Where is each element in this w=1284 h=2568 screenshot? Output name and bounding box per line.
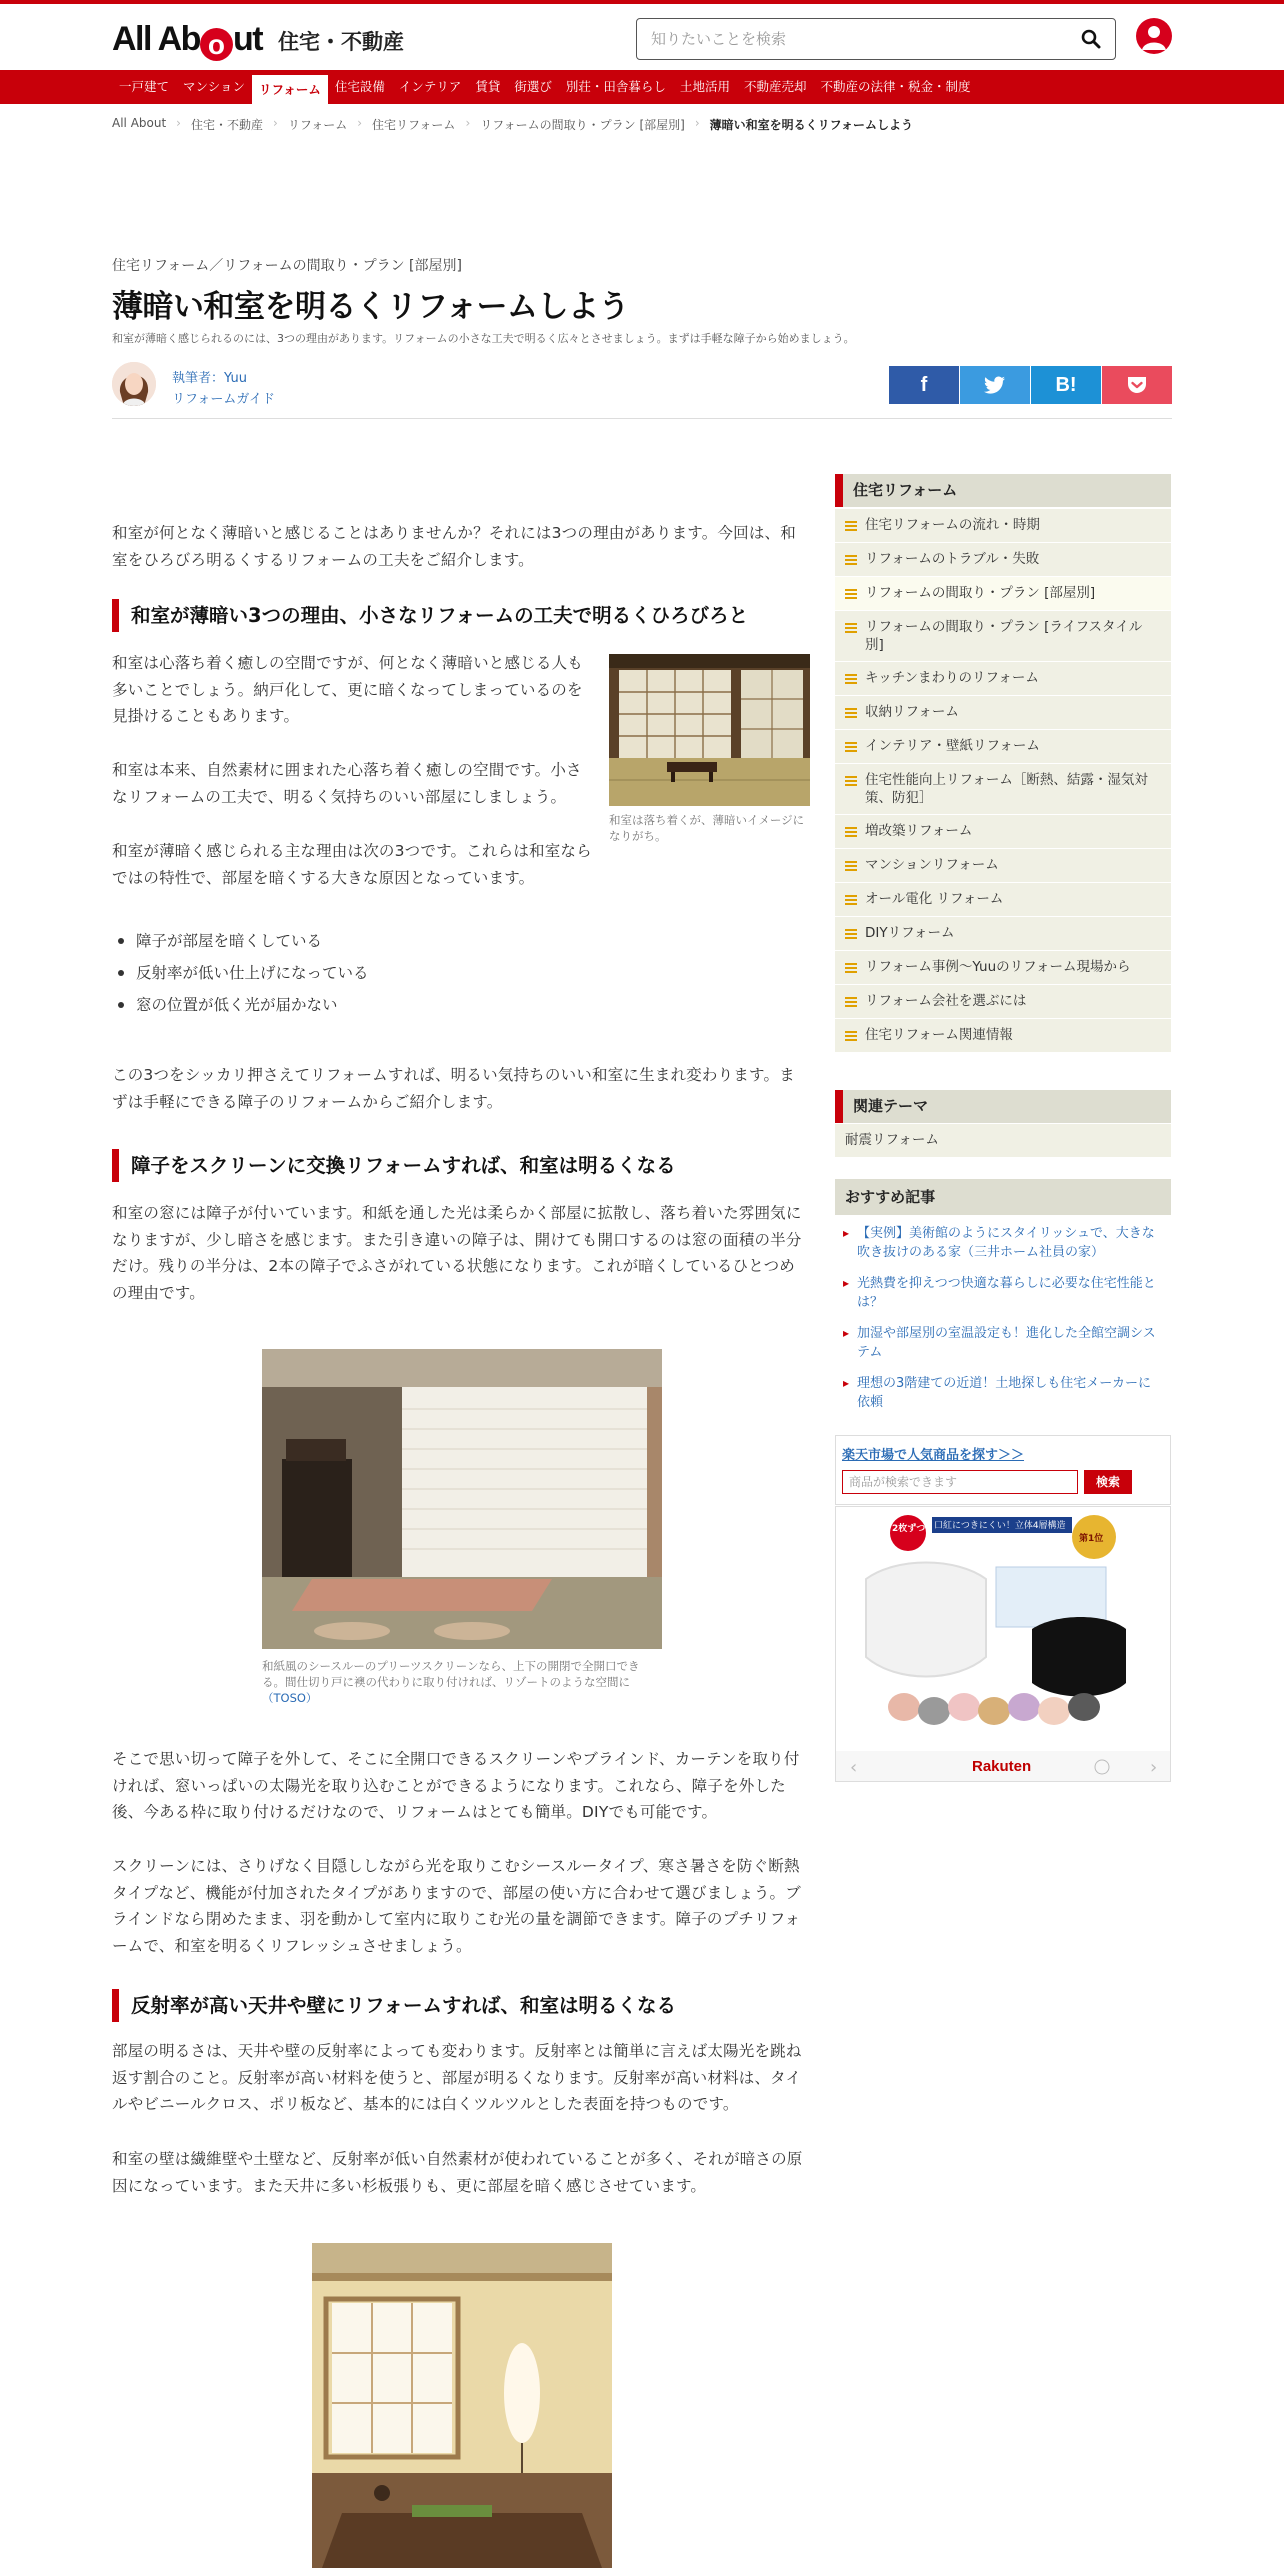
page-title: 薄暗い和室を明るくリフォームしよう — [112, 289, 629, 325]
sidebar-item-label: DIYリフォーム — [865, 925, 955, 941]
breadcrumb-link[interactable]: All About — [112, 116, 167, 130]
rakuten-logo: Rakuten — [972, 1758, 1032, 1775]
sidebar-item-label: リフォームの間取り・プラン [ライフスタイル別] — [865, 619, 1143, 653]
sidebar-item-label: 収納リフォーム — [865, 704, 959, 720]
sidebar-item[interactable] — [835, 882, 1171, 916]
article-lead: 和室が薄暗く感じられるのには、3つの理由があります。リフォームの小さな工夫で明るく広々とさせましょう。まずは手軽な障子から始めましょう。 — [112, 332, 855, 345]
list-item: 反射率が低い仕上げになっている — [112, 957, 596, 989]
author-role[interactable]: リフォームガイド — [172, 392, 275, 407]
breadcrumb-separator-icon: › — [273, 116, 278, 130]
paragraph: 和室は心落ち着く癒しの空間ですが、何となく薄暗いと感じる人も多いことでしょう。納戸化して、更に暗くなってしまっているのを見掛けることもあります。 — [112, 654, 584, 725]
sidebar-item[interactable] — [835, 729, 1171, 763]
nav-item[interactable]: 賃貸 — [475, 79, 501, 94]
paragraph: 和室の壁は繊維壁や土壁など、反射率が低い自然素材が使われていることが多く、それが暗さの原因になっています。また天井に多い杉板張りも、更に部屋を暗く感じさせています。 — [112, 2150, 803, 2195]
sidebar-section-title: 住宅リフォーム — [835, 474, 1171, 507]
sidebar-item-label: キッチンまわりのリフォーム — [865, 670, 1039, 686]
hatena-bookmark-button[interactable]: B! — [1031, 366, 1101, 404]
breadcrumb-current: 薄暗い和室を明るくリフォームしよう — [709, 118, 914, 132]
nav-item[interactable]: 住宅設備 — [334, 79, 385, 94]
site-header — [0, 4, 1284, 68]
svg-text:›: › — [1150, 1757, 1158, 1778]
author-avatar[interactable] — [112, 362, 156, 406]
sidebar-item[interactable] — [835, 950, 1171, 984]
nav-item[interactable]: リフォーム — [252, 75, 328, 104]
image-caption — [262, 1658, 662, 1706]
sidebar-item[interactable] — [835, 763, 1171, 814]
paragraph: そこで思い切って障子を外して、そこに全開口できるスクリーンやブラインド、カーテンを取り付ければ、窓いっぱいの太陽光を取り込むことができるようになります。これなら、障子を外した後、今ある枠に取り付けるだけなので、リフォームはとても簡単。DIYでも可能です。 — [112, 1750, 800, 1821]
sidebar-item[interactable] — [835, 1018, 1171, 1052]
ad-headline: 口紅につきにくい！立体4層構造 — [934, 1521, 1066, 1531]
japanese-room-photo[interactable] — [609, 654, 810, 806]
paragraph: 部屋の明るさは、天井や壁の反射率によっても変わります。反射率とは簡単に言えば太陽光を跳ね返す割合のこと。反射率が高い材料を使うと、部屋が明るくなります。反射率が高い材料は、タイルやビニールクロス、ポリ板など、基本的には白くツルツルとした表面を持つものです。 — [112, 2042, 802, 2113]
twitter-share-button[interactable] — [960, 366, 1030, 404]
list-icon — [845, 861, 857, 871]
nav-item[interactable]: 別荘・田舎暮らし — [565, 79, 666, 94]
sidebar-item[interactable] — [835, 661, 1171, 695]
sidebar-item-label: リフォーム会社を選ぶには — [865, 993, 1027, 1009]
sidebar-item-label: インテリア・壁紙リフォーム — [865, 738, 1040, 754]
paragraph: スクリーンには、さりげなく目隠ししながら光を取りこむシースルータイプ、寒さ暑さを防ぐ断熱タイプなど、機能が付加されたタイプがありますので、部屋の使い方に合わせて選びましょう。ブラインドなら閉めたまま、羽を動かして室内に取りこむ光の量を調節できます。障子のプチリフォームで、和室を明るくリフレッシュさせましょう。 — [112, 1857, 801, 1955]
nav-item[interactable]: 不動産の法律・税金・制度 — [820, 79, 971, 94]
breadcrumb-separator-icon: › — [694, 116, 700, 130]
list-icon — [845, 1031, 857, 1041]
caption-text: 和紙風のシースルーのプリーツスクリーンなら、上下の開閉で全開口できる。間仕切り戸に襖の代わりに取り付ければ、リゾートのような空間に — [262, 1659, 640, 1689]
sidebar-item[interactable] — [835, 916, 1171, 950]
user-icon[interactable] — [1136, 18, 1172, 54]
allabout-logo[interactable]: All Ab o ut — [112, 20, 263, 60]
recommend-article-link[interactable]: ▸ 光熱費を抑えつつ快適な暮らしに必要な住宅性能とは？ — [835, 1268, 1171, 1318]
breadcrumb-link[interactable]: 住宅リフォーム — [372, 118, 456, 132]
intro-paragraph: 和室が何となく薄暗いと感じることはありませんか？それには3つの理由があります。今回は、和室をひろびろ明るくするリフォームの工夫をご紹介します。 — [112, 524, 796, 569]
sidebar-item[interactable] — [835, 610, 1171, 661]
author-name[interactable]: 執筆者：Yuu — [172, 371, 247, 386]
paragraph: 和室が薄暗く感じられる主な理由は次の3つです。これらは和室ならではの特性で、部屋を暗くする大きな原因となっています。 — [112, 842, 592, 887]
pocket-icon — [1126, 375, 1148, 395]
list-icon — [845, 742, 857, 752]
sidebar-item-label: リフォーム事例～Yuuのリフォーム現場から — [865, 959, 1131, 975]
sidebar-item-label: マンションリフォーム — [865, 857, 999, 873]
breadcrumb-link[interactable]: リフォームの間取り・プラン [部屋別] — [480, 118, 685, 132]
paragraph: この3つをシッカリ押さえてリフォームすれば、明るい気持ちのいい和室に生まれ変わります。まずは手軽にできる障子のリフォームからご紹介します。 — [112, 1066, 795, 1111]
image-caption: 和室は落ち着くが、薄暗いイメージになりがち。 — [609, 813, 805, 843]
search-icon[interactable] — [1081, 29, 1101, 49]
rakuten-search-button[interactable]: 検索 — [1084, 1470, 1132, 1494]
nav-item[interactable]: 一戸建て — [119, 79, 170, 94]
list-icon — [845, 555, 857, 565]
nav-item[interactable]: マンション — [183, 79, 245, 94]
recommend-list — [835, 1218, 1171, 1418]
mask-product-image — [836, 1507, 1171, 1782]
sidebar-item-label: リフォームの間取り・プラン [部屋別] — [865, 585, 1096, 601]
list-icon — [845, 776, 857, 786]
related-theme-title: 関連テーマ — [835, 1090, 1171, 1123]
rakuten-search-input[interactable] — [842, 1470, 1078, 1494]
breadcrumb-separator-icon: › — [357, 116, 363, 130]
recommend-article-link[interactable]: ▸ 加湿や部屋別の室温設定も！進化した全館空調システム — [835, 1318, 1171, 1368]
paragraph: 和室は本来、自然素材に囲まれた心落ち着く癒しの空間です。小さなリフォームの工夫で、明るく気持ちのいい部屋にしましょう。 — [112, 761, 582, 806]
sidebar-item-label: オール電化 リフォーム — [865, 891, 1004, 907]
site-name[interactable]: 住宅・不動産 — [278, 30, 404, 54]
sidebar-item[interactable] — [835, 848, 1171, 882]
sidebar-item[interactable] — [835, 576, 1171, 610]
sidebar-item[interactable] — [835, 695, 1171, 729]
recommend-article-link[interactable]: ▸ 理想の3階建ての近道！土地探しも住宅メーカーに依頼 — [835, 1368, 1171, 1418]
sidebar-item-label: リフォームのトラブル・失敗 — [865, 551, 1040, 567]
list-icon — [845, 997, 857, 1007]
breadcrumb-separator-icon: › — [465, 116, 471, 130]
twitter-bird-icon — [984, 376, 1006, 394]
ad-badge: 2枚ずつ — [892, 1524, 926, 1534]
rakuten-link[interactable]: 楽天市場で人気商品を探す＞＞ — [842, 1448, 1025, 1463]
sidebar-item[interactable] — [835, 814, 1171, 848]
reasons-list — [112, 925, 596, 1021]
share-buttons — [888, 366, 1172, 404]
sidebar-item-label: 住宅リフォームの流れ・時期 — [865, 517, 1040, 533]
sidebar-topic-list — [835, 508, 1171, 1052]
breadcrumb-link[interactable]: リフォーム — [287, 118, 348, 132]
article-category[interactable]: 住宅リフォーム／リフォームの間取り・プラン [部屋別] — [112, 258, 462, 274]
photo-credit-link[interactable]: （TOSO） — [262, 1691, 318, 1705]
breadcrumb-link[interactable]: 住宅・不動産 — [190, 118, 263, 132]
recommend-article-link[interactable]: ▸ 【実例】美術館のようにスタイリッシュで、大きな吹き抜けのある家（三井ホーム社員の家） — [835, 1218, 1171, 1268]
category-nav — [0, 70, 1284, 104]
recommend-title: おすすめ記事 — [835, 1179, 1171, 1215]
list-item: 障子が部屋を暗くしている — [112, 925, 596, 957]
sidebar-item[interactable] — [835, 542, 1171, 576]
list-icon — [845, 708, 857, 718]
section-heading-2: 障子をスクリーンに交換リフォームすれば、和室は明るくなる — [112, 1149, 810, 1182]
divider — [112, 418, 1172, 419]
rakuten-search-widget — [835, 1435, 1171, 1505]
related-theme-item[interactable]: 耐震リフォーム — [835, 1124, 1171, 1157]
list-item: 窓の位置が低く光が届かない — [112, 989, 596, 1021]
breadcrumb-separator-icon: › — [176, 116, 181, 130]
list-icon — [845, 827, 857, 837]
paragraph: 和室の窓には障子が付いています。和紙を通した光は柔らかく部屋に拡散し、落ち着いた雰囲気になりますが、少し暗さを感じます。また引き違いの障子は、開けても開口するのは窓の面積の半分だけ。残りの半分は、2本の障子でふさがれている状態になります。これが暗くしているひとつめの理由です。 — [112, 1204, 802, 1302]
sidebar-item-label: 住宅性能向上リフォーム［断熱、結露・湿気対策、防犯］ — [865, 772, 1148, 806]
sidebar-item-label: 増改築リフォーム — [865, 823, 973, 839]
breadcrumb — [112, 116, 913, 133]
list-icon — [845, 521, 857, 531]
facebook-share-button[interactable]: f — [889, 366, 959, 404]
list-icon — [845, 674, 857, 684]
svg-text:‹: ‹ — [850, 1757, 858, 1778]
nav-item[interactable]: 街選び — [514, 79, 552, 94]
list-icon — [845, 929, 857, 939]
sidebar-item-label: 住宅リフォーム関連情報 — [865, 1027, 1013, 1043]
list-icon — [845, 895, 857, 905]
sidebar-item[interactable] — [835, 984, 1171, 1018]
sidebar-item[interactable] — [835, 508, 1171, 542]
nav-item[interactable]: 土地活用 — [679, 79, 730, 94]
pocket-button[interactable] — [1102, 366, 1172, 404]
bright-room-photo[interactable] — [312, 2243, 612, 2568]
list-icon — [845, 589, 857, 599]
nav-item[interactable]: インテリア — [398, 79, 462, 94]
list-icon — [845, 623, 857, 633]
pleated-screen-photo[interactable] — [262, 1349, 662, 1649]
section-heading-3: 反射率が高い天井や壁にリフォームすれば、和室は明るくなる — [112, 1989, 810, 2022]
nav-item[interactable]: 不動産売却 — [743, 79, 807, 94]
ad-rank: 第1位 — [1079, 1534, 1104, 1544]
search-input[interactable] — [651, 27, 1051, 51]
rakuten-ad-banner[interactable] — [835, 1506, 1171, 1782]
list-icon — [845, 963, 857, 973]
section-heading-1: 和室が薄暗い3つの理由、小さなリフォームの工夫で明るくひろびろと — [112, 599, 810, 632]
search-box — [636, 18, 1116, 60]
